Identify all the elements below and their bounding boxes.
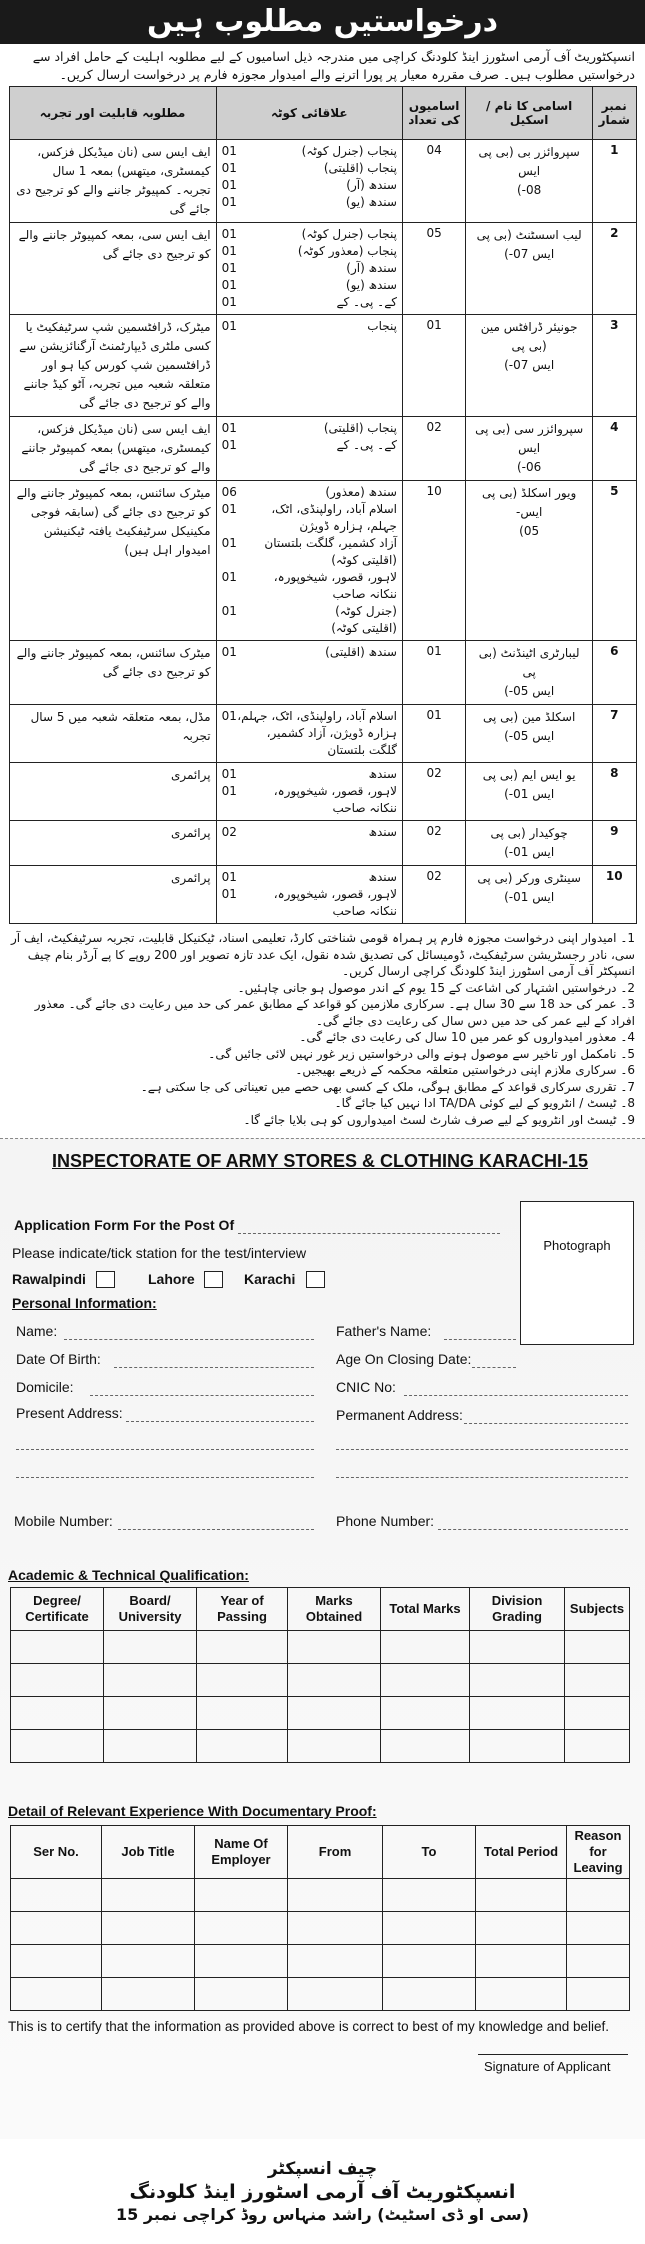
row-vacancies: 02	[402, 763, 465, 821]
row-quota	[216, 821, 402, 866]
photograph-box[interactable]	[520, 1201, 634, 1345]
quota-item	[222, 501, 397, 535]
post-name: چوکیدار (بی پی	[490, 826, 568, 840]
experience-col-employer: Name Of Employer	[195, 1826, 288, 1879]
present-address-field[interactable]	[126, 1421, 314, 1422]
certify-statement: This is to certify that the information as provided above is correct to best of my knowledge and belief.	[8, 2019, 610, 2034]
present-address-line-3[interactable]	[16, 1477, 314, 1478]
form-title: INSPECTORATE OF ARMY STORES & CLOTHING KARACHI-15	[52, 1151, 589, 1171]
row-sn: 5	[592, 481, 636, 641]
quota-item	[222, 194, 397, 211]
quota-count: 02	[221, 825, 237, 839]
quota-item	[222, 294, 397, 311]
domicile-field[interactable]	[90, 1395, 314, 1396]
row-quota	[216, 705, 402, 763]
fathers-name-label: Father's Name:	[336, 1323, 432, 1339]
experience-row[interactable]	[11, 1945, 630, 1978]
age-closing-label: Age On Closing Date:	[336, 1351, 472, 1367]
cnic-label: CNIC No:	[336, 1379, 396, 1395]
post-scale: 06-)	[517, 460, 542, 474]
quota-region: پنجاب (جنرل کوٹہ)	[301, 227, 397, 241]
quota-count: 01	[221, 161, 237, 175]
row-quota	[216, 140, 402, 223]
quota-count: 01	[221, 244, 237, 258]
quota-item	[222, 260, 397, 277]
academic-col-board: Board/ University	[104, 1588, 197, 1631]
posts-table	[9, 86, 637, 924]
quota-region: پنجاب (اقلیتی)	[323, 421, 397, 435]
table-row	[9, 705, 636, 763]
row-post	[466, 641, 593, 705]
cnic-field[interactable]	[404, 1395, 628, 1396]
note-item: 9۔ ٹیسٹ اور انٹرویو کے لیے صرف شارٹ لسٹ امیدواروں کو ہی بلایا جائے گا۔	[243, 1112, 635, 1127]
row-quota	[216, 763, 402, 821]
signature-label: Signature of Applicant	[484, 2059, 611, 2074]
post-name: لیبارٹری اٹینڈنٹ (بی پی	[478, 646, 580, 679]
quota-region: پنجاب (معذور کوٹہ)	[297, 244, 397, 258]
row-sn: 7	[592, 705, 636, 763]
quota-item	[222, 277, 397, 294]
quota-region: (اقلیتی کوٹہ)	[331, 621, 397, 635]
row-qualification: ایف ایس سی، بمعہ کمپیوٹر جاننے والے کو ترجیح دی جائے گی	[9, 223, 216, 315]
row-quota	[216, 866, 402, 924]
row-vacancies: 04	[402, 140, 465, 223]
academic-row[interactable]	[11, 1664, 630, 1697]
quota-region: سندھ	[368, 870, 397, 884]
note-item: 6۔ سرکاری ملازم اپنی درخواستیں متعلقہ محکمہ کے ذریعے بھیجیں۔	[295, 1063, 635, 1077]
row-qualification: میٹرک، ڈرافٹسمین شپ سرٹیفکیٹ یا کسی ملٹری ڈیپارٹمنٹ آرگنائزیشن سے ڈرافٹسمین شپ کورس کیا ہو اور متعلقہ شعبہ میں تجربہ، آٹو کیڈ جاننے والے کو ترجیح دی جائے گی	[9, 315, 216, 417]
intro-text: انسپکٹوریٹ آف آرمی اسٹورز اینڈ کلودنگ کراچی میں مندرجہ ذیل اسامیوں کے لیے مطلوبہ اہلیت کے حامل افراد سے درخواستیں مطلوب ہیں۔ صرف مقررہ معیار پر پورا اترنے والے امیدوار مجوزہ فارم پر درخواست ارسال کریں۔	[32, 49, 635, 82]
quota-region: سندھ	[368, 825, 397, 839]
row-vacancies: 05	[402, 223, 465, 315]
quota-region: لاہور، قصور، شیخوپورہ، ننکانہ صاحب	[273, 784, 397, 815]
quota-count: 01	[221, 570, 237, 584]
post-name: اسکلڈ مین (بی پی	[483, 710, 576, 724]
quota-item	[222, 226, 397, 243]
post-name: یو ایس ایم (بی پی	[482, 768, 576, 782]
table-row	[9, 481, 636, 641]
quota-region: پنجاب (اقلیتی)	[323, 161, 397, 175]
academic-col-subjects: Subjects	[565, 1588, 630, 1631]
name-label: Name:	[16, 1323, 58, 1339]
quota-count: 01	[221, 502, 237, 516]
row-quota	[216, 223, 402, 315]
header-qualification: مطلوبہ قابلیت اور تجربہ	[9, 87, 216, 140]
posts-table-body	[9, 140, 636, 924]
experience-col-to: To	[383, 1826, 476, 1879]
note-item: 4۔ معذور امیدواروں کو عمر میں 10 سال کی رعایت دی جائے گی۔	[299, 1030, 635, 1044]
row-vacancies: 01	[402, 315, 465, 417]
quota-count: 01	[221, 227, 237, 241]
quota-count: 01	[221, 887, 237, 901]
quota-count: 01	[221, 438, 237, 452]
post-name: سپروائزر سی (بی پی ایس	[475, 422, 584, 455]
mobile-field[interactable]	[118, 1529, 314, 1530]
post-scale: 08-)	[517, 183, 542, 197]
row-post	[466, 821, 593, 866]
row-vacancies: 02	[402, 417, 465, 481]
row-vacancies: 10	[402, 481, 465, 641]
quota-item	[222, 484, 397, 501]
quota-item	[222, 824, 397, 841]
row-qualification: ایف ایس سی (نان میڈیکل فزکس، کیمسٹری، میتھس) بمعہ کمپیوٹر جاننے والے کو ترجیح دی جائے گی	[9, 417, 216, 481]
quota-region: اسلام آباد، راولپنڈی، اٹک، جہلم، ہزارہ ڈویژن، آزاد کشمیر، گلگت بلتستان	[237, 709, 397, 757]
quota-item	[222, 243, 397, 260]
academic-row[interactable]	[11, 1697, 630, 1730]
post-name: جونیئر ڈرافٹس مین (بی پی	[480, 320, 578, 353]
experience-row[interactable]	[11, 1879, 630, 1912]
row-post	[466, 417, 593, 481]
experience-col-ser: Ser No.	[11, 1826, 102, 1879]
row-post	[466, 763, 593, 821]
academic-heading: Academic & Technical Qualification:	[8, 1567, 249, 1583]
quota-item	[222, 603, 397, 620]
quota-region: پنجاب	[367, 319, 397, 333]
quota-count: 01	[221, 645, 237, 659]
quota-item	[222, 437, 397, 454]
quota-region: سندھ	[368, 767, 397, 781]
quota-region: لاہور، قصور، شیخوپورہ، ننکانہ صاحب	[273, 570, 397, 601]
quota-region: سندھ (آر)	[346, 261, 397, 275]
station-karachi-label: Karachi	[244, 1271, 296, 1287]
academic-col-division: Division Grading	[470, 1588, 565, 1631]
application-for-label: Application Form For the Post Of	[14, 1217, 235, 1233]
table-row	[9, 417, 636, 481]
station-instruction: Please indicate/tick station for the test/interview	[12, 1245, 307, 1261]
row-qualification: مڈل، بمعہ متعلقہ شعبہ میں 5 سال تجربہ	[9, 705, 216, 763]
quota-region: سندھ (یو)	[345, 278, 397, 292]
row-vacancies: 02	[402, 866, 465, 924]
academic-col-year: Year of Passing	[197, 1588, 288, 1631]
note-item: 7۔ تقرری سرکاری قواعد کے مطابق ہوگی، ملک کے کسی بھی حصے میں تعیناتی کی جا سکتی ہے۔	[140, 1079, 635, 1094]
table-row	[9, 763, 636, 821]
row-quota	[216, 417, 402, 481]
quota-item	[222, 644, 397, 661]
quota-count: 01	[221, 319, 237, 333]
header-sn: نمبر شمار	[592, 87, 636, 140]
quota-region: سندھ (معذور)	[325, 485, 397, 499]
quota-item	[222, 160, 397, 177]
dob-label: Date Of Birth:	[16, 1351, 101, 1367]
quota-region: لاہور، قصور، شیخوپورہ، ننکانہ صاحب	[273, 887, 397, 918]
notes-section	[0, 924, 645, 1132]
mobile-label: Mobile Number:	[14, 1513, 113, 1529]
header-quota: علاقائی کوٹہ	[216, 87, 402, 140]
quota-region: سندھ (آر)	[346, 178, 397, 192]
quota-count	[222, 620, 256, 637]
table-row	[9, 821, 636, 866]
quota-item	[222, 420, 397, 437]
fathers-name-field[interactable]	[444, 1339, 516, 1340]
quota-count: 01	[221, 709, 237, 723]
quota-item	[222, 177, 397, 194]
note-item: 3۔ عمر کی حد 18 سے 30 سال ہے۔ سرکاری ملازمین کو قواعد کے مطابق عمر کی حد میں رعایت دی جائے گی۔ معذور افراد کے لیے عمر کی حد میں دس سال کی رعایت دی جائے گی۔	[34, 997, 635, 1028]
station-karachi-checkbox[interactable]	[306, 1271, 325, 1288]
quota-region: (جنرل کوٹہ)	[335, 604, 397, 618]
row-vacancies: 01	[402, 641, 465, 705]
row-vacancies: 02	[402, 821, 465, 866]
note-item: 1۔ امیدوار اپنی درخواست مجوزہ فارم پر ہمراہ قومی شناختی کارڈ، تعلیمی اسناد، ٹیکنیکل قابلیت، تجربہ سرٹیفکیٹ، ایف آر سی، نادر رجسٹریشن سرٹیفکیٹ، ڈومیسائل کی تصدیق شدہ نقول، ایک عدد تازہ تصویر اور 200 روپے کا پے آرڈر بنام چیف انسپکٹر آف آرمی اسٹورز اینڈ کلودنگ کراچی ارسال کریں۔	[11, 931, 635, 978]
quota-item	[222, 620, 397, 637]
row-quota	[216, 315, 402, 417]
table-row	[9, 140, 636, 223]
quota-item	[222, 869, 397, 886]
post-scale: ایس 07-)	[504, 247, 555, 261]
footer-line-3: (سی او ڈی اسٹیٹ) راشد منہاس روڈ کراچی نمبر 15	[116, 2205, 529, 2224]
station-lahore-label: Lahore	[148, 1271, 195, 1287]
phone-label: Phone Number:	[336, 1513, 435, 1529]
post-applied-field[interactable]	[238, 1233, 500, 1234]
quota-item	[222, 318, 397, 335]
quota-item	[222, 783, 397, 817]
quota-region: کے۔ پی۔ کے	[336, 295, 397, 309]
experience-col-period: Total Period	[476, 1826, 567, 1879]
quota-item	[222, 766, 397, 783]
footer	[0, 2158, 645, 2226]
post-scale: ایس 01-)	[504, 890, 555, 904]
present-address-label: Present Address:	[16, 1405, 123, 1421]
row-qualification: میٹرک سائنس، بمعہ کمپیوٹر جاننے والے کو ترجیح دی جائے گی (سابقہ فوجی مکینیکل سرٹیفکیٹ یافتہ ٹیکنیشن امیدوار اہل ہیں)	[9, 481, 216, 641]
row-qualification: پرائمری	[9, 821, 216, 866]
quota-count: 06	[221, 485, 237, 499]
row-sn: 4	[592, 417, 636, 481]
academic-col-marks: Marks Obtained	[288, 1588, 381, 1631]
row-sn: 10	[592, 866, 636, 924]
table-row	[9, 315, 636, 417]
row-vacancies: 01	[402, 705, 465, 763]
note-item: 2۔ درخواستیں اشتہار کی اشاعت کے 15 یوم کے اندر موصول ہو جانی چاہئیں۔	[237, 980, 635, 995]
row-sn: 9	[592, 821, 636, 866]
footer-line-2: انسپکٹوریٹ آف آرمی اسٹورز اینڈ کلودنگ	[129, 2181, 516, 2203]
quota-count: 01	[221, 144, 237, 158]
quota-region: کے۔ پی۔ کے	[336, 438, 397, 452]
academic-row[interactable]	[11, 1631, 630, 1664]
post-name: سپروائزر بی (بی پی ایس	[478, 145, 580, 178]
present-address-line-2[interactable]	[16, 1449, 314, 1450]
post-scale: ایس 01-)	[504, 845, 555, 859]
name-field[interactable]	[64, 1339, 314, 1340]
row-qualification: پرائمری	[9, 763, 216, 821]
post-name: ویور اسکلڈ (بی پی ایس-	[482, 486, 577, 519]
permanent-address-label: Permanent Address:	[336, 1407, 463, 1423]
row-post	[466, 223, 593, 315]
row-sn: 1	[592, 140, 636, 223]
row-quota	[216, 481, 402, 641]
post-scale: ایس 05-)	[504, 729, 555, 743]
quota-item	[222, 886, 397, 920]
academic-header-row	[11, 1588, 630, 1631]
post-scale: ایس 01-)	[504, 787, 555, 801]
quota-item	[222, 143, 397, 160]
post-name: سینٹری ورکر (بی پی	[477, 871, 581, 885]
photograph-label: Photograph	[543, 1238, 611, 1253]
row-sn: 3	[592, 315, 636, 417]
header-post: اسامی کا نام / اسکیل	[466, 87, 593, 140]
quota-region: سندھ (اقلیتی)	[325, 645, 397, 659]
station-rawalpindi-checkbox[interactable]	[96, 1271, 115, 1288]
academic-row[interactable]	[11, 1730, 630, 1763]
post-scale: ایس 05-)	[504, 684, 555, 698]
station-rawalpindi-label: Rawalpindi	[12, 1271, 86, 1287]
row-qualification: میٹرک سائنس، بمعہ کمپیوٹر جاننے والے کو ترجیح دی جائے گی	[9, 641, 216, 705]
row-post	[466, 481, 593, 641]
domicile-label: Domicile:	[16, 1379, 74, 1395]
row-post	[466, 705, 593, 763]
quota-item	[222, 535, 397, 569]
permanent-address-line-3[interactable]	[336, 1477, 628, 1478]
dob-field[interactable]	[114, 1367, 314, 1368]
posts-table-header	[9, 87, 636, 140]
experience-heading: Detail of Relevant Experience With Documentary Proof:	[8, 1803, 377, 1819]
row-quota	[216, 641, 402, 705]
row-qualification: ایف ایس سی (نان میڈیکل فزکس، کیمسٹری، میتھس) بمعہ 1 سال تجربہ۔ کمپیوٹر جاننے والے کو ترجیح دی جائے گی	[9, 140, 216, 223]
row-sn: 2	[592, 223, 636, 315]
phone-field[interactable]	[438, 1529, 628, 1530]
row-post	[466, 140, 593, 223]
experience-row[interactable]	[11, 1912, 630, 1945]
quota-count: 01	[221, 261, 237, 275]
personal-info-heading: Personal Information:	[12, 1295, 157, 1311]
row-sn: 8	[592, 763, 636, 821]
experience-col-title: Job Title	[102, 1826, 195, 1879]
footer-line-1: چیف انسپکٹر	[267, 2159, 378, 2179]
quota-count: 01	[221, 195, 237, 209]
experience-col-reason: Reason for Leaving	[567, 1826, 630, 1879]
quota-item	[222, 708, 397, 759]
quota-item	[222, 569, 397, 603]
quota-count: 01	[221, 295, 237, 309]
header-vacancies: اسامیوں کی تعداد	[402, 87, 465, 140]
quota-region: اسلام آباد، راولپنڈی، اٹک، جہلم، ہزارہ ڈویژن	[271, 502, 397, 533]
row-qualification: پرائمری	[9, 866, 216, 924]
experience-table	[10, 1825, 630, 2011]
row-post	[466, 315, 593, 417]
quota-count: 01	[221, 421, 237, 435]
academic-table	[10, 1587, 630, 1763]
signature-line[interactable]	[478, 2054, 628, 2055]
page-title: درخواستیں مطلوب ہیں	[0, 0, 645, 44]
experience-row[interactable]	[11, 1978, 630, 2011]
experience-header-row	[11, 1826, 630, 1879]
quota-count: 01	[221, 178, 237, 192]
table-row	[9, 641, 636, 705]
row-post	[466, 866, 593, 924]
age-closing-field[interactable]	[472, 1367, 516, 1368]
permanent-address-line-2[interactable]	[336, 1449, 628, 1450]
post-scale: 05)	[519, 524, 540, 538]
row-sn: 6	[592, 641, 636, 705]
quota-count: 01	[221, 870, 237, 884]
note-item: 8۔ ٹیسٹ / انٹرویو کے لیے کوئی TA/DA ادا نہیں کیا جائے گا۔	[334, 1096, 635, 1110]
quota-count: 01	[221, 767, 237, 781]
quota-count: 01	[221, 604, 237, 618]
post-name: لیب اسسٹنٹ (بی پی	[476, 228, 582, 242]
academic-col-degree: Degree/ Certificate	[11, 1588, 104, 1631]
note-item: 5۔ نامکمل اور تاخیر سے موصول ہونے والی درخواستیں زیر غور نہیں لائی جائیں گی۔	[208, 1046, 635, 1061]
table-row	[9, 866, 636, 924]
table-row	[9, 223, 636, 315]
permanent-address-field[interactable]	[464, 1423, 628, 1424]
quota-count: 01	[221, 536, 237, 550]
quota-region: پنجاب (جنرل کوٹہ)	[301, 144, 397, 158]
experience-col-from: From	[288, 1826, 383, 1879]
quota-count: 01	[221, 784, 237, 798]
academic-col-total: Total Marks	[381, 1588, 470, 1631]
post-scale: ایس 07-)	[504, 358, 555, 372]
application-form	[0, 1138, 645, 2139]
station-lahore-checkbox[interactable]	[204, 1271, 223, 1288]
quota-count: 01	[221, 278, 237, 292]
quota-region: سندھ (یو)	[345, 195, 397, 209]
quota-region: آزاد کشمیر، گلگت بلتستان (اقلیتی کوٹہ)	[264, 536, 397, 567]
